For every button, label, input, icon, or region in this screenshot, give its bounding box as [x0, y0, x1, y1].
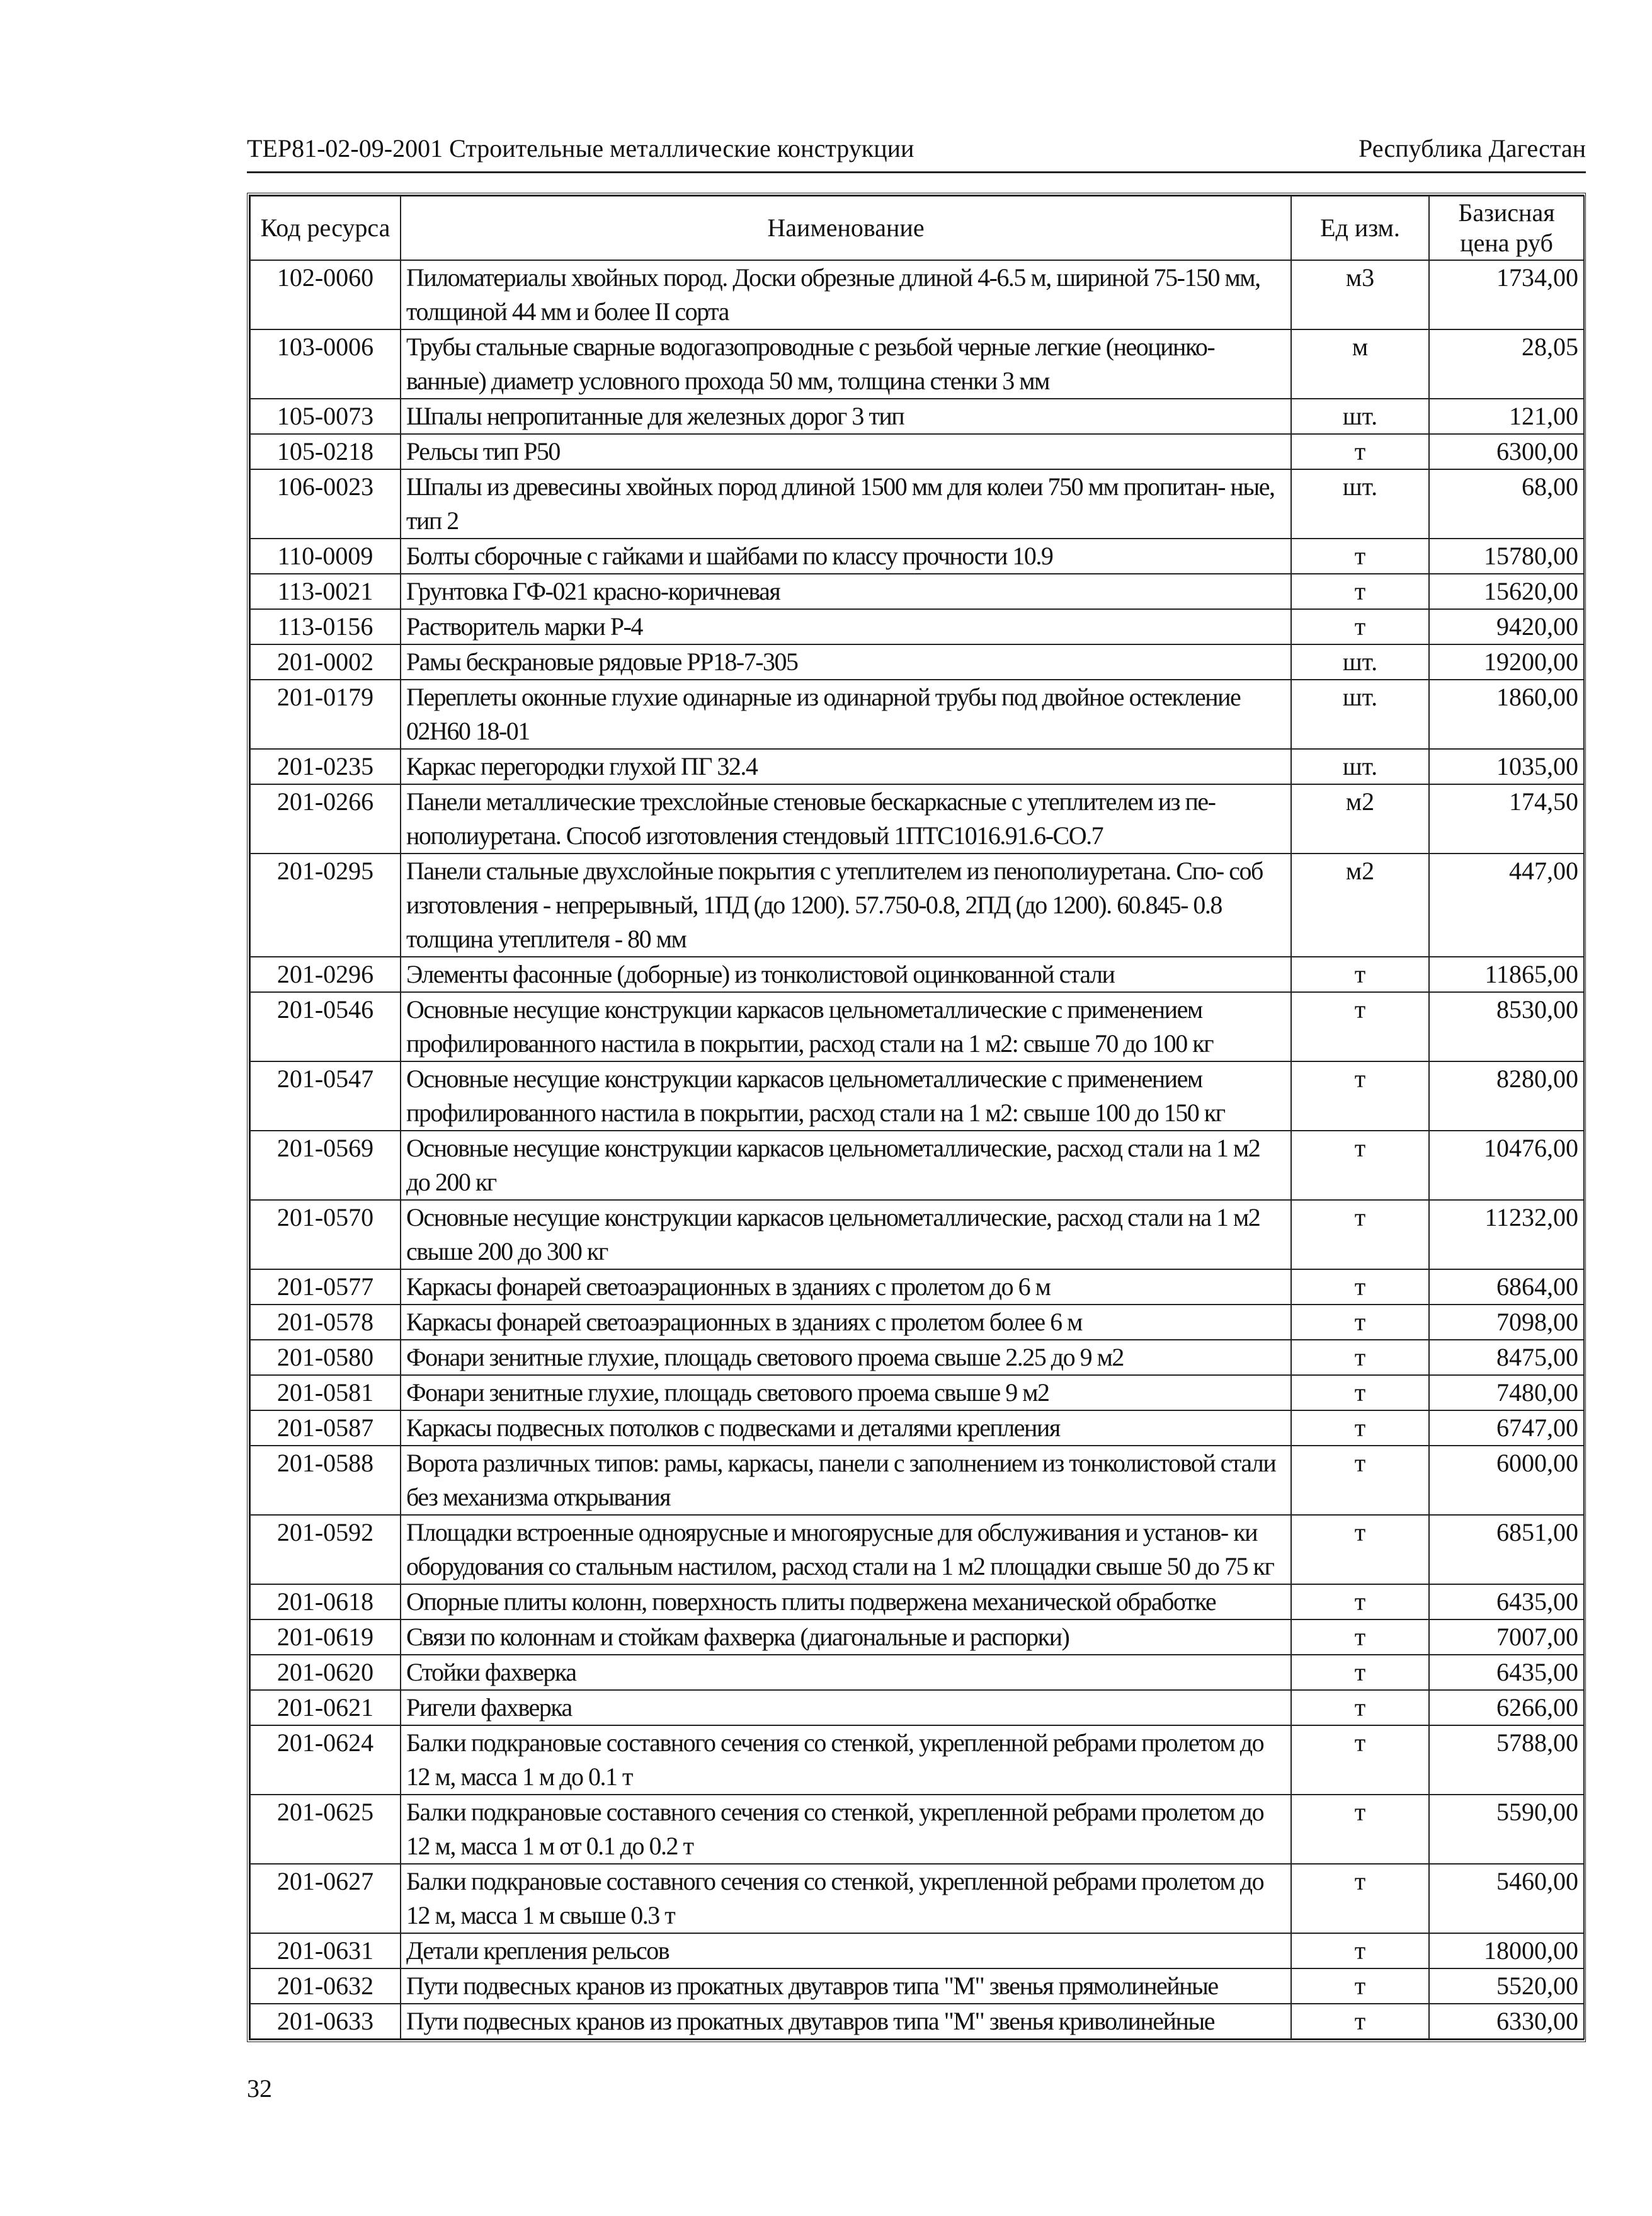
- price-cell: 8475,00: [1429, 1340, 1584, 1375]
- unit-cell: т: [1291, 2004, 1429, 2039]
- unit-cell: т: [1291, 957, 1429, 992]
- table-row: [250, 1619, 1584, 1655]
- unit-cell: шт.: [1291, 749, 1429, 784]
- price-cell: 5590,00: [1429, 1795, 1584, 1864]
- resource-name-cell: Пиломатериалы хвойных пород. Доски обрезные длиной 4-6.5 м, шириной 75-150 мм, толщиной 44 мм и более II сорта: [401, 260, 1291, 329]
- resource-code-cell: 201-0619: [250, 1619, 401, 1655]
- table-row: [250, 1933, 1584, 1968]
- table-header-row: [250, 196, 1584, 260]
- resource-code-cell: 201-0577: [250, 1269, 401, 1305]
- price-cell: 68,00: [1429, 469, 1584, 539]
- unit-cell: т: [1291, 1655, 1429, 1690]
- table-row: [250, 1795, 1584, 1864]
- resource-code-cell: 113-0156: [250, 609, 401, 644]
- resource-name-cell: Растворитель марки Р-4: [401, 609, 1291, 644]
- resource-code-cell: 201-0296: [250, 957, 401, 992]
- unit-cell: шт.: [1291, 399, 1429, 434]
- resource-name-cell: Трубы стальные сварные водогазопроводные с резьбой черные легкие (неоцинко- ванные) диаметр условного прохода 50 мм, толщина стенки 3 мм: [401, 329, 1291, 399]
- table-row: [250, 1375, 1584, 1410]
- price-cell: 10476,00: [1429, 1131, 1584, 1200]
- price-cell: 6300,00: [1429, 434, 1584, 469]
- table-row: [250, 329, 1584, 399]
- resource-name-cell: Переплеты оконные глухие одинарные из одинарной трубы под двойное остекление 02Н60 18-01: [401, 680, 1291, 749]
- table-row: [250, 1061, 1584, 1131]
- price-cell: 15620,00: [1429, 574, 1584, 609]
- unit-cell: т: [1291, 1375, 1429, 1410]
- resource-name-cell: Балки подкрановые составного сечения со стенкой, укрепленной ребрами пролетом до 12 м, масса 1 м до 0.1 т: [401, 1725, 1291, 1795]
- unit-cell: т: [1291, 992, 1429, 1061]
- unit-cell: т: [1291, 1795, 1429, 1864]
- resource-name-cell: Шпалы непропитанные для железных дорог 3 тип: [401, 399, 1291, 434]
- resource-code-cell: 201-0002: [250, 644, 401, 680]
- resource-code-cell: 105-0073: [250, 399, 401, 434]
- resource-code-cell: 201-0624: [250, 1725, 401, 1795]
- unit-cell: шт.: [1291, 469, 1429, 539]
- price-cell: 121,00: [1429, 399, 1584, 434]
- resource-code-cell: 110-0009: [250, 539, 401, 574]
- table-row: [250, 539, 1584, 574]
- column-header-unit: Ед изм.: [1291, 196, 1429, 260]
- resource-code-cell: 201-0547: [250, 1061, 401, 1131]
- table-row: [250, 2004, 1584, 2039]
- unit-cell: т: [1291, 1619, 1429, 1655]
- resource-name-cell: Основные несущие конструкции каркасов цельнометаллические, расход стали на 1 м2 свыше 200 до 300 кг: [401, 1200, 1291, 1269]
- table-row: [250, 1305, 1584, 1340]
- resource-code-cell: 201-0625: [250, 1795, 401, 1864]
- resource-code-cell: 201-0618: [250, 1584, 401, 1619]
- table-row: [250, 1200, 1584, 1269]
- unit-cell: т: [1291, 1968, 1429, 2004]
- unit-cell: т: [1291, 1446, 1429, 1515]
- resource-name-cell: Ригели фахверка: [401, 1690, 1291, 1725]
- unit-cell: т: [1291, 1340, 1429, 1375]
- price-cell: 447,00: [1429, 854, 1584, 957]
- unit-cell: т: [1291, 1933, 1429, 1968]
- price-cell: 6435,00: [1429, 1655, 1584, 1690]
- table-row: [250, 1584, 1584, 1619]
- resource-name-cell: Балки подкрановые составного сечения со стенкой, укрепленной ребрами пролетом до 12 м, масса 1 м свыше 0.3 т: [401, 1864, 1291, 1933]
- unit-cell: шт.: [1291, 680, 1429, 749]
- resource-table-frame: [247, 193, 1586, 2042]
- resource-code-cell: 201-0633: [250, 2004, 401, 2039]
- resource-code-cell: 201-0569: [250, 1131, 401, 1200]
- price-cell: 5788,00: [1429, 1725, 1584, 1795]
- price-cell: 1734,00: [1429, 260, 1584, 329]
- resource-name-cell: Основные несущие конструкции каркасов цельнометаллические, расход стали на 1 м2 до 200 кг: [401, 1131, 1291, 1200]
- resource-name-cell: Рамы бескрановые рядовые РР18-7-305: [401, 644, 1291, 680]
- column-header-code: Код ресурса: [250, 196, 401, 260]
- table-row: [250, 1690, 1584, 1725]
- unit-cell: т: [1291, 1269, 1429, 1305]
- price-cell: 9420,00: [1429, 609, 1584, 644]
- resource-name-cell: Фонари зенитные глухие, площадь светового проема свыше 2.25 до 9 м2: [401, 1340, 1291, 1375]
- price-cell: 7098,00: [1429, 1305, 1584, 1340]
- price-cell: 6747,00: [1429, 1410, 1584, 1446]
- resource-code-cell: 201-0620: [250, 1655, 401, 1690]
- table-row: [250, 1968, 1584, 2004]
- price-cell: 7480,00: [1429, 1375, 1584, 1410]
- resource-code-cell: 201-0235: [250, 749, 401, 784]
- unit-cell: т: [1291, 1584, 1429, 1619]
- unit-cell: т: [1291, 1690, 1429, 1725]
- resource-code-cell: 201-0588: [250, 1446, 401, 1515]
- price-cell: 11865,00: [1429, 957, 1584, 992]
- table-row: [250, 1131, 1584, 1200]
- price-cell: 6864,00: [1429, 1269, 1584, 1305]
- unit-cell: т: [1291, 434, 1429, 469]
- resource-name-cell: Фонари зенитные глухие, площадь светового проема свыше 9 м2: [401, 1375, 1291, 1410]
- price-cell: 11232,00: [1429, 1200, 1584, 1269]
- resource-code-cell: 201-0632: [250, 1968, 401, 2004]
- unit-cell: т: [1291, 609, 1429, 644]
- price-cell: 6266,00: [1429, 1690, 1584, 1725]
- table-body: [250, 260, 1584, 2039]
- resource-code-cell: 106-0023: [250, 469, 401, 539]
- resource-code-cell: 105-0218: [250, 434, 401, 469]
- unit-cell: т: [1291, 1305, 1429, 1340]
- unit-cell: м2: [1291, 854, 1429, 957]
- resource-name-cell: Основные несущие конструкции каркасов цельнометаллические с применением профилированного настила в покрытии, расход стали на 1 м2: свыше 100 до 150 кг: [401, 1061, 1291, 1131]
- table-row: [250, 609, 1584, 644]
- table-row: [250, 434, 1584, 469]
- resource-name-cell: Пути подвесных кранов из прокатных двутавров типа "М" звенья прямолинейные: [401, 1968, 1291, 2004]
- unit-cell: м2: [1291, 784, 1429, 854]
- unit-cell: м3: [1291, 260, 1429, 329]
- resource-name-cell: Каркасы фонарей светоаэрационных в зданиях с пролетом более 6 м: [401, 1305, 1291, 1340]
- table-row: [250, 784, 1584, 854]
- resource-code-cell: 201-0546: [250, 992, 401, 1061]
- price-cell: 1035,00: [1429, 749, 1584, 784]
- resource-code-cell: 201-0578: [250, 1305, 401, 1340]
- price-cell: 8280,00: [1429, 1061, 1584, 1131]
- price-cell: 15780,00: [1429, 539, 1584, 574]
- table-row: [250, 1446, 1584, 1515]
- resource-code-cell: 201-0621: [250, 1690, 401, 1725]
- page-header: [247, 130, 1586, 168]
- resource-name-cell: Элементы фасонные (доборные) из тонколистовой оцинкованной стали: [401, 957, 1291, 992]
- resource-name-cell: Панели металлические трехслойные стеновые бескаркасные с утеплителем из пе- нополиуретана. Способ изготовления стендовый 1ПТС1016.91.6-СО.7: [401, 784, 1291, 854]
- resource-name-cell: Болты сборочные с гайками и шайбами по классу прочности 10.9: [401, 539, 1291, 574]
- column-header-name: Наименование: [401, 196, 1291, 260]
- table-row: [250, 957, 1584, 992]
- price-cell: 5520,00: [1429, 1968, 1584, 2004]
- resource-code-cell: 201-0587: [250, 1410, 401, 1446]
- table-row: [250, 1725, 1584, 1795]
- price-cell: 28,05: [1429, 329, 1584, 399]
- resource-code-cell: 103-0006: [250, 329, 401, 399]
- resource-name-cell: Площадки встроенные одноярусные и многоярусные для обслуживания и установ- ки оборудования со стальным настилом, расход стали на 1 м2 площадки свыше 50 до 75 кг: [401, 1515, 1291, 1584]
- resource-name-cell: Панели стальные двухслойные покрытия с утеплителем из пенополиуретана. Спо- соб изготовления - непрерывный, 1ПД (до 1200). 57.750-0.8, 2ПД (до 1200). 60.845- 0.8 толщина утеплителя - 80 мм: [401, 854, 1291, 957]
- unit-cell: т: [1291, 1410, 1429, 1446]
- table-row: [250, 1515, 1584, 1584]
- price-cell: 6000,00: [1429, 1446, 1584, 1515]
- table-row: [250, 574, 1584, 609]
- table-row: [250, 749, 1584, 784]
- price-cell: 6435,00: [1429, 1584, 1584, 1619]
- unit-cell: т: [1291, 1200, 1429, 1269]
- resource-name-cell: Грунтовка ГФ-021 красно-коричневая: [401, 574, 1291, 609]
- table-row: [250, 1410, 1584, 1446]
- table-row: [250, 260, 1584, 329]
- resource-code-cell: 201-0592: [250, 1515, 401, 1584]
- resource-name-cell: Связи по колоннам и стойкам фахверка (диагональные и распорки): [401, 1619, 1291, 1655]
- table-row: [250, 1340, 1584, 1375]
- price-cell: 7007,00: [1429, 1619, 1584, 1655]
- header-divider: [247, 171, 1586, 173]
- resource-name-cell: Каркасы фонарей светоаэрационных в зданиях с пролетом до 6 м: [401, 1269, 1291, 1305]
- unit-cell: т: [1291, 574, 1429, 609]
- unit-cell: т: [1291, 1131, 1429, 1200]
- resource-code-cell: 201-0179: [250, 680, 401, 749]
- price-cell: 6851,00: [1429, 1515, 1584, 1584]
- resource-code-cell: 201-0266: [250, 784, 401, 854]
- table-row: [250, 644, 1584, 680]
- resource-name-cell: Опорные плиты колонн, поверхность плиты подвержена механической обработке: [401, 1584, 1291, 1619]
- resource-code-cell: 102-0060: [250, 260, 401, 329]
- table-row: [250, 1655, 1584, 1690]
- resource-name-cell: Пути подвесных кранов из прокатных двутавров типа "М" звенья криволинейные: [401, 2004, 1291, 2039]
- resource-code-cell: 201-0295: [250, 854, 401, 957]
- unit-cell: м: [1291, 329, 1429, 399]
- price-cell: 174,50: [1429, 784, 1584, 854]
- resource-name-cell: Рельсы тип Р50: [401, 434, 1291, 469]
- resource-name-cell: Каркас перегородки глухой ПГ 32.4: [401, 749, 1291, 784]
- resource-price-table: [249, 195, 1585, 2040]
- resource-code-cell: 201-0631: [250, 1933, 401, 1968]
- table-row: [250, 469, 1584, 539]
- resource-name-cell: Каркасы подвесных потолков с подвесками и деталями крепления: [401, 1410, 1291, 1446]
- table-row: [250, 680, 1584, 749]
- resource-name-cell: Ворота различных типов: рамы, каркасы, панели с заполнением из тонколистовой стали без механизма открывания: [401, 1446, 1291, 1515]
- unit-cell: т: [1291, 1725, 1429, 1795]
- resource-name-cell: Стойки фахверка: [401, 1655, 1291, 1690]
- column-header-price: Базисная цена руб: [1429, 196, 1584, 260]
- table-row: [250, 399, 1584, 434]
- unit-cell: т: [1291, 1864, 1429, 1933]
- unit-cell: т: [1291, 539, 1429, 574]
- price-cell: 6330,00: [1429, 2004, 1584, 2039]
- unit-cell: т: [1291, 1515, 1429, 1584]
- resource-name-cell: Детали крепления рельсов: [401, 1933, 1291, 1968]
- unit-cell: т: [1291, 1061, 1429, 1131]
- price-cell: 5460,00: [1429, 1864, 1584, 1933]
- price-cell: 1860,00: [1429, 680, 1584, 749]
- table-row: [250, 1269, 1584, 1305]
- table-row: [250, 854, 1584, 957]
- unit-cell: шт.: [1291, 644, 1429, 680]
- resource-code-cell: 201-0570: [250, 1200, 401, 1269]
- price-cell: 8530,00: [1429, 992, 1584, 1061]
- resource-code-cell: 113-0021: [250, 574, 401, 609]
- table-row: [250, 1864, 1584, 1933]
- document-title: ТЕР81-02-09-2001 Строительные металлические конструкции: [247, 134, 914, 163]
- table-row: [250, 992, 1584, 1061]
- resource-name-cell: Шпалы из древесины хвойных пород длиной 1500 мм для колеи 750 мм пропитан- ные, тип 2: [401, 469, 1291, 539]
- resource-name-cell: Балки подкрановые составного сечения со стенкой, укрепленной ребрами пролетом до 12 м, масса 1 м от 0.1 до 0.2 т: [401, 1795, 1291, 1864]
- resource-code-cell: 201-0580: [250, 1340, 401, 1375]
- page-number: 32: [247, 2074, 272, 2103]
- price-cell: 19200,00: [1429, 644, 1584, 680]
- price-cell: 18000,00: [1429, 1933, 1584, 1968]
- resource-code-cell: 201-0581: [250, 1375, 401, 1410]
- resource-code-cell: 201-0627: [250, 1864, 401, 1933]
- resource-name-cell: Основные несущие конструкции каркасов цельнометаллические с применением профилированного настила в покрытии, расход стали на 1 м2: свыше 70 до 100 кг: [401, 992, 1291, 1061]
- region-name: Республика Дагестан: [1359, 134, 1586, 163]
